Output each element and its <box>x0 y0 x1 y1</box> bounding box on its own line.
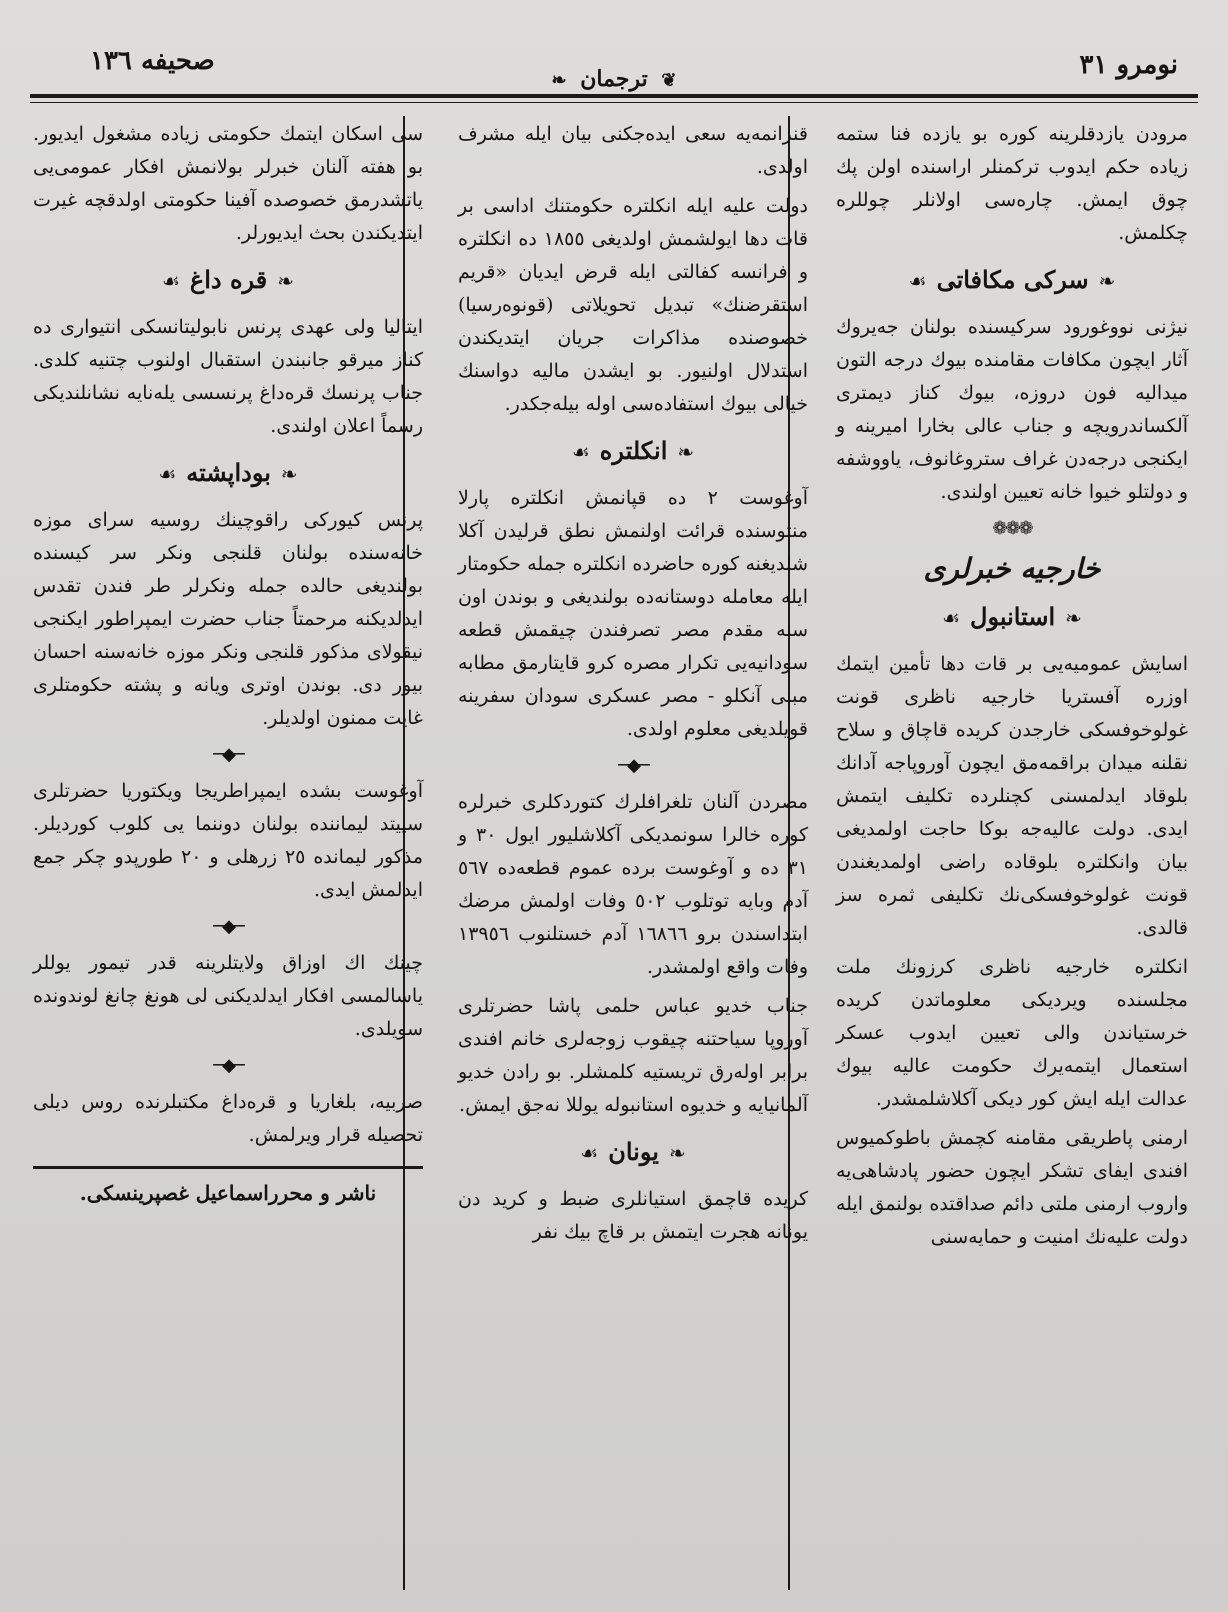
masthead-rule <box>30 94 1198 98</box>
article-text: پرنس كيوركی راقوچينك روسيه سرای موزه خانه‌سنده بولنان قلنجی ونكر سر كيسنده بولنديغی حالده جمله ونكرلر طر فندن تقدس ايدلديكنه مرحمتاً جناب حضرت ايمپراطور ايكنجی نيقولای مذكور قلنجی ونكر موزه خانه‌سنه احسان بيور دی. بوندن اوتری ويانه و پشته حكومتلری غايت ممنون اولديلر. <box>33 509 423 729</box>
title-text: ترجمان <box>580 66 648 92</box>
article-text: ايتاليا ولی عهدی پرنس نابوليتانسكی انتيواری ده كناز ميرقو جانبندن استقبال اولنوب چتنيه كلدی. جناب پرنسك قره‌داغ پرنسسی يله‌نايه نشانلنديكی رسماً اعلان اولندی. <box>33 316 423 437</box>
article-text: اسايش عموميه‌يی بر قات دها تأمين ايتمك اوزره آفستريا خارجيه ناظری قونت غولوخوفسكی خارجدن كريده قاچاق و سلاح نقلنه ميدان براقمه‌مق ايچون آوروپاجه آدانك بلوقاد ايدلمسنی كچنلرده تكليف ايتمش ايدی. دولت عاليه‌جه بوكا حاجت اولمديغی بيان وانكلتره بلوقاده راضی اولمديغندن قونت غولوخوفسكی‌نك تكليفی ثمره سز قالدی. <box>836 653 1188 939</box>
article-text: كريده قاچمق استيانلری ضبط و كريد دن يونانه هجرت ايتمش بر قاچ بيك نفر‌ <box>458 1188 808 1243</box>
issue-number: نومرو ٣١ <box>1079 50 1178 80</box>
section-heading: ❧سركی مكافاتی☙ <box>908 265 1116 294</box>
heading-ornament-icon: ❧ <box>1098 269 1116 293</box>
article-text: قنزانمه‌يه سعی ايده‌جكنی بيان ايله مشرف اولدی. <box>458 123 808 178</box>
heading-ornament-icon: ❧ <box>277 269 295 293</box>
heading-ornament-icon: ☙ <box>158 462 177 486</box>
section-separator: ─◆─ <box>213 916 243 937</box>
title-ornament-icon: ❦ <box>661 70 677 91</box>
section-heading: ❧قره داغ☙ <box>161 265 295 294</box>
heading-ornament-icon: ☙ <box>942 606 961 630</box>
heading-ornament-icon: ❧ <box>677 440 695 464</box>
column-right <box>836 118 1188 1592</box>
heading-ornament-icon: ❧ <box>668 1141 686 1165</box>
heading-ornament-icon: ☙ <box>161 269 180 293</box>
page-number: صحیفه ١٣٦ <box>90 46 215 76</box>
masthead-rule-thin <box>30 102 1198 103</box>
section-heading: ❧يونان☙ <box>580 1137 686 1166</box>
article-text: جناب خديو عباس حلمی پاشا حضرتلری آوروپا سياحتنه چيقوب زوجه‌لری خانم افندی برابر اوله‌رق تريستيه كلمشلر. بو رادن خديو آلمانيايه و خديوه استانبوله يوللا نه‌جق ايمش. <box>458 995 808 1116</box>
section-heading: ❧استانبول☙ <box>942 602 1082 631</box>
article-text: نيژنی نووغورود سركيسنده بولنان جه‌يروك آثار ايچون مكافات مقامنده بيوك درجه التون ميداليه فون دروزه، بيوك كناز ديمتری آلكساندرويچه و جناب عالی بخارا اميرينه و ايكنجی درجه‌دن غراف ستروغانوف، ياووشفه و دولتلو خيوا خانه تعيين اولندی. <box>836 316 1188 503</box>
article-text: آوغوست بشده ايمپراطريجا ويكتوريا حضرتلری سپيتد ليماننده بولنان دوننما يی كلوب كوردیلر. مذكور ليمانده ٢٥ زرهلی و ٢٠ طورپدو چكر جمع ايدلمش ايدی. <box>33 780 424 901</box>
column-middle <box>458 118 808 1592</box>
heading-ornament-icon: ❧ <box>280 462 298 486</box>
section-separator: ─◆─ <box>213 744 243 765</box>
heading-ornament-icon: ❧ <box>1065 606 1082 630</box>
publisher-credit: ناشر و محرراسماعيل غصپرينسكی. <box>33 1166 423 1210</box>
section-heading: خارجيه خبرلری <box>923 552 1101 585</box>
article-text: ارمنی پاطريقی مقامنه كچمش باطوكميوس افندی ايفای تشكر ايچون حضور پادشاهی‌يه واروب ارمنی ملتی دائم صداقتده بو‌لنمق ايله دولت عليه‌نك امنيت و حمايه‌سنی <box>836 1127 1188 1248</box>
heading-ornament-icon: ☙ <box>571 440 590 464</box>
article-text: مرودن يازدقلرينه كوره بو يازده فنا ستمه زياده حكم ايدوب تركمنلر اراسنده اولن پك چوق ايمش. چاره‌سی اولانلر چوللره چكلمش. <box>836 123 1188 244</box>
article-text: صربيه، بلغاريا و قره‌داغ مكتبلرنده روس ديلی تحصيله قرار ويرلمش. <box>33 1091 423 1146</box>
article-text: مصردن آلنان تلغرافلرك كتوردكلری خبرلره كوره خالرا سونمديكی آكلاشليور ايول ٣٠ و ٣١ ده و آوغوست بر‌ده عموم قطعه‌ده ٥٦٧ آدم وبايه توتلوب ٥٠٢ وفات اولمش مرضك ابتداسندن برو ١٦٨٦٦ آدم خستلنوب ١٣٩٥٦ وفات واقع اولمشدر. <box>458 791 809 978</box>
section-separator: ─◆─ <box>213 1055 243 1076</box>
heading-ornament-icon: ☙ <box>908 269 927 293</box>
article-text: انكلتره خارجيه ناظری كرزونك ملت مجلسنده ويرديكی معلوماتدن كريده خرستيا‌ندن والی تعيين ايدوب عسكر استعمال ايتمه‌يرك حكومت عاليه بيوك عدالت ايله ايش كور ديكی آكلاشلمشدر. <box>836 956 1188 1110</box>
heading-ornament-icon: ☙ <box>580 1141 599 1165</box>
section-separator: ─◆─ <box>618 755 648 776</box>
article-text: دولت عليه ايله انكلتره حكومتنك ادا‌سی بر قات دها ايولشمش اولديغی ١٨٥٥ ده انكلتره و فرانسه كفالتی ايله قرض ايد‌يان «قريم استقرضنك» تبديل تحويلاتی (قونوه‌رسيا) خصوصنده مذاكرات جريان ايتديكندن استدلال اولنيور. بو ايشدن ماليه دواسنك خيالی بيوك استفاده‌سی اوله بيله‌جكدر. <box>458 195 809 415</box>
section-heading: ❧انكلتره☙ <box>571 436 695 465</box>
section-heading: ❧بوداپشته☙ <box>158 458 298 487</box>
column-left <box>33 118 423 1592</box>
article-text: چينك اك اوزاق ولايتلرينه قدر تيمور يوللر ياسالمسی افكار ايدلديكنی لی هونغ چانغ لوندونده سويلدی. <box>33 952 423 1040</box>
article-text: آوغوست ٢ ده قپانمش انكلتره پارلا منتوسنده قرائت اولنمش نطق قرليدن آكلا شلديغنه كوره حاضرده انكلتره جمله حكو‌متار ايله معامله‌ دوستانه‌ده بولنديغی و بوندن اون سنه مقدم مصر تصرفندن چيقمش قطعه‌ سودانيه‌يی تكرار مصره كرو قايتارمق مطابه‌ مبنی آنكلو - مصر عسكری سودان سفرينه قويلديغی معلوم اولدی. <box>458 487 808 740</box>
masthead <box>30 40 1198 92</box>
title-ornament-icon: ❧ <box>551 70 567 91</box>
section-separator: ❁❁❁ <box>992 518 1032 539</box>
article-text: سی اسكان ايتمك حكومتی زياده مشغول ايد‌يور. بو هفته آلنان خبرلر بولانمش افكار عمومی‌يی ياتشدرمق خصوصده آفينا حكومتی اولدقچه غيرت ايتديكندن بحث ايديورلر. <box>33 123 423 244</box>
